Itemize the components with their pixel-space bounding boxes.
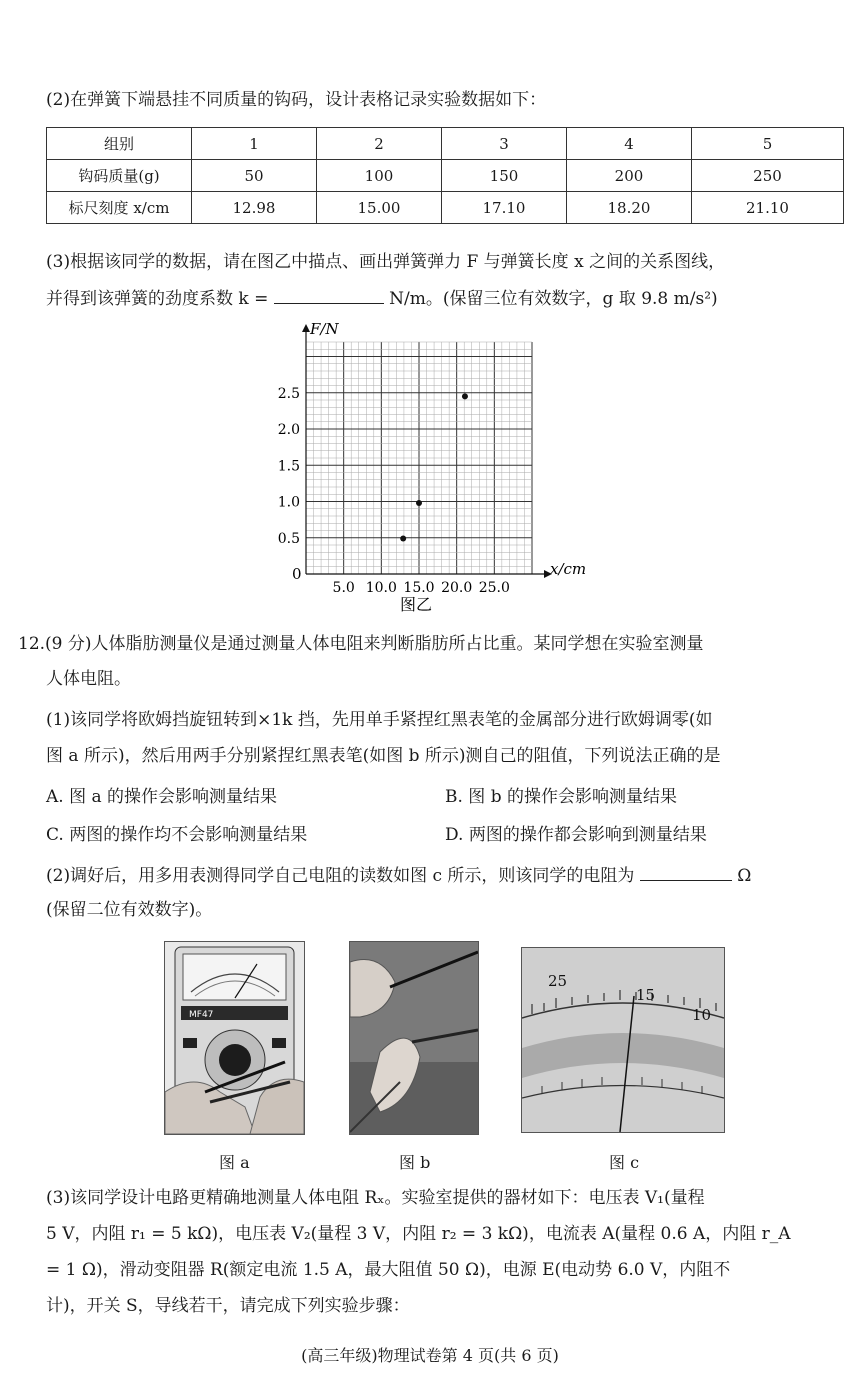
y-tick-label: 2.5 xyxy=(277,385,300,402)
dial-label-15: 15 xyxy=(636,986,656,1004)
graph-grid xyxy=(306,342,532,574)
y-axis-label: F/N xyxy=(310,320,339,338)
question-12-line1: 12.(9 分)人体脂肪测量仪是通过测量人体电阻来判断脂肪所占比重。某同学想在实验室测量 xyxy=(18,634,704,654)
dial-label-25: 25 xyxy=(548,972,568,990)
origin-label: 0 xyxy=(292,565,302,583)
q12-part2-line1 xyxy=(46,862,751,888)
y-tick-label: 2.0 xyxy=(277,422,300,438)
x-tick-label: 25.0 xyxy=(478,580,510,596)
table-cell: 3 xyxy=(442,128,567,160)
table-cell: 15.00 xyxy=(317,192,442,224)
meter-model-label: MF47 xyxy=(189,1010,214,1020)
table-cell: 18.20 xyxy=(567,192,692,224)
q12-part1-line2: 图 a 所示)，然后用两手分别紧捏红黑表笔(如图 b 所示)测自己的阻值，下列说法正确的是 xyxy=(46,746,721,766)
question-12-line2: 人体电阻。 xyxy=(46,669,131,689)
force-length-graph xyxy=(260,318,600,614)
table-cell: 1 xyxy=(192,128,317,160)
data-point xyxy=(400,535,406,541)
option-b[interactable]: B. 图 b 的操作会影响测量结果 xyxy=(445,787,677,807)
option-d[interactable]: D. 两图的操作都会影响到测量结果 xyxy=(445,825,707,845)
part3-line2 xyxy=(46,285,718,311)
x-tick-label: 5.0 xyxy=(332,580,355,596)
caption-c: 图 c xyxy=(609,1153,640,1172)
part3-line1: (3)根据该同学的数据，请在图乙中描点、画出弹簧弹力 F 与弹簧长度 x 之间的关系图线， xyxy=(46,252,726,272)
table-cell: 150 xyxy=(442,160,567,192)
table-cell: 100 xyxy=(317,160,442,192)
dial-label-10: 10 xyxy=(692,1006,712,1024)
data-point xyxy=(416,500,422,506)
data-table xyxy=(46,127,844,224)
multimeter-illustration xyxy=(165,942,304,1134)
answer-blank-resistance[interactable] xyxy=(640,862,732,881)
caption-a: 图 a xyxy=(219,1153,250,1172)
table-cell: 50 xyxy=(192,160,317,192)
table-cell: 5 xyxy=(692,128,844,160)
q12-part2-line2: (保留二位有效数字)。 xyxy=(46,900,213,920)
answer-blank-k[interactable] xyxy=(274,285,384,304)
y-tick-label: 0.5 xyxy=(277,530,300,547)
table-cell: 12.98 xyxy=(192,192,317,224)
x-tick-label: 15.0 xyxy=(403,580,435,596)
q12-part3-line3: = 1 Ω)，滑动变阻器 R(额定电流 1.5 A，最大阻值 50 Ω)，电源 E(电动势 6.0 V，内阻不 xyxy=(46,1260,731,1280)
table-cell: 标尺刻度 x/cm xyxy=(47,192,192,224)
graph-tick-labels xyxy=(278,386,510,596)
option-a[interactable]: A. 图 a 的操作会影响测量结果 xyxy=(46,787,278,807)
x-axis-label: x/cm xyxy=(550,560,587,578)
q12-part3-line1: (3)该同学设计电路更精确地测量人体电阻 Rₓ。实验室提供的器材如下：电压表 V₁(量程 xyxy=(46,1188,705,1208)
y-tick-label: 1.0 xyxy=(277,494,300,511)
table-cell: 21.10 xyxy=(692,192,844,224)
graph-caption: 图乙 xyxy=(400,595,433,614)
option-c[interactable]: C. 两图的操作均不会影响测量结果 xyxy=(46,825,308,845)
table-cell: 钩码质量(g) xyxy=(47,160,192,192)
photo-hands-probes xyxy=(349,941,479,1135)
table-row xyxy=(47,192,844,224)
q12-part3-line4: 计)，开关 S，导线若干，请完成下列实验步骤： xyxy=(46,1296,410,1316)
table-cell: 2 xyxy=(317,128,442,160)
table-cell: 17.10 xyxy=(442,192,567,224)
y-tick-label: 1.5 xyxy=(277,458,300,475)
q12-part1-line1: (1)该同学将欧姆挡旋钮转到×1k 挡，先用单手紧捏红黑表笔的金属部分进行欧姆调零(如 xyxy=(46,710,713,730)
table-row xyxy=(47,128,844,160)
photo-dial-reading xyxy=(521,947,725,1133)
hands-illustration xyxy=(350,942,478,1134)
part3-line2-text-b: N/m。(保留三位有效数字，g 取 9.8 m/s²) xyxy=(389,289,718,309)
part3-line2-text-a: 并得到该弹簧的劲度系数 k = xyxy=(46,289,269,309)
page-footer: (高三年级)物理试卷第 4 页(共 6 页) xyxy=(301,1346,559,1365)
part2-intro: (2)在弹簧下端悬挂不同质量的钩码，设计表格记录实验数据如下： xyxy=(46,90,547,110)
dial-illustration xyxy=(522,948,724,1132)
x-tick-label: 10.0 xyxy=(365,580,397,596)
table-cell: 4 xyxy=(567,128,692,160)
table-row xyxy=(47,160,844,192)
q12-part3-line2: 5 V，内阻 r₁ = 5 kΩ)，电压表 V₂(量程 3 V，内阻 r₂ = 3 kΩ)，电流表 A(量程 0.6 A，内阻 r_A xyxy=(46,1224,791,1244)
y-axis-arrow xyxy=(302,324,310,332)
x-tick-label: 20.0 xyxy=(441,580,473,596)
table-cell: 200 xyxy=(567,160,692,192)
table-cell: 250 xyxy=(692,160,844,192)
q12-part2-text: (2)调好后，用多用表测得同学自己电阻的读数如图 c 所示，则该同学的电阻为 xyxy=(46,866,635,886)
table-cell: 组别 xyxy=(47,128,192,160)
data-point xyxy=(462,393,468,399)
q12-part2-unit: Ω xyxy=(737,866,752,886)
caption-b: 图 b xyxy=(399,1153,431,1172)
photo-multimeter xyxy=(164,941,305,1135)
